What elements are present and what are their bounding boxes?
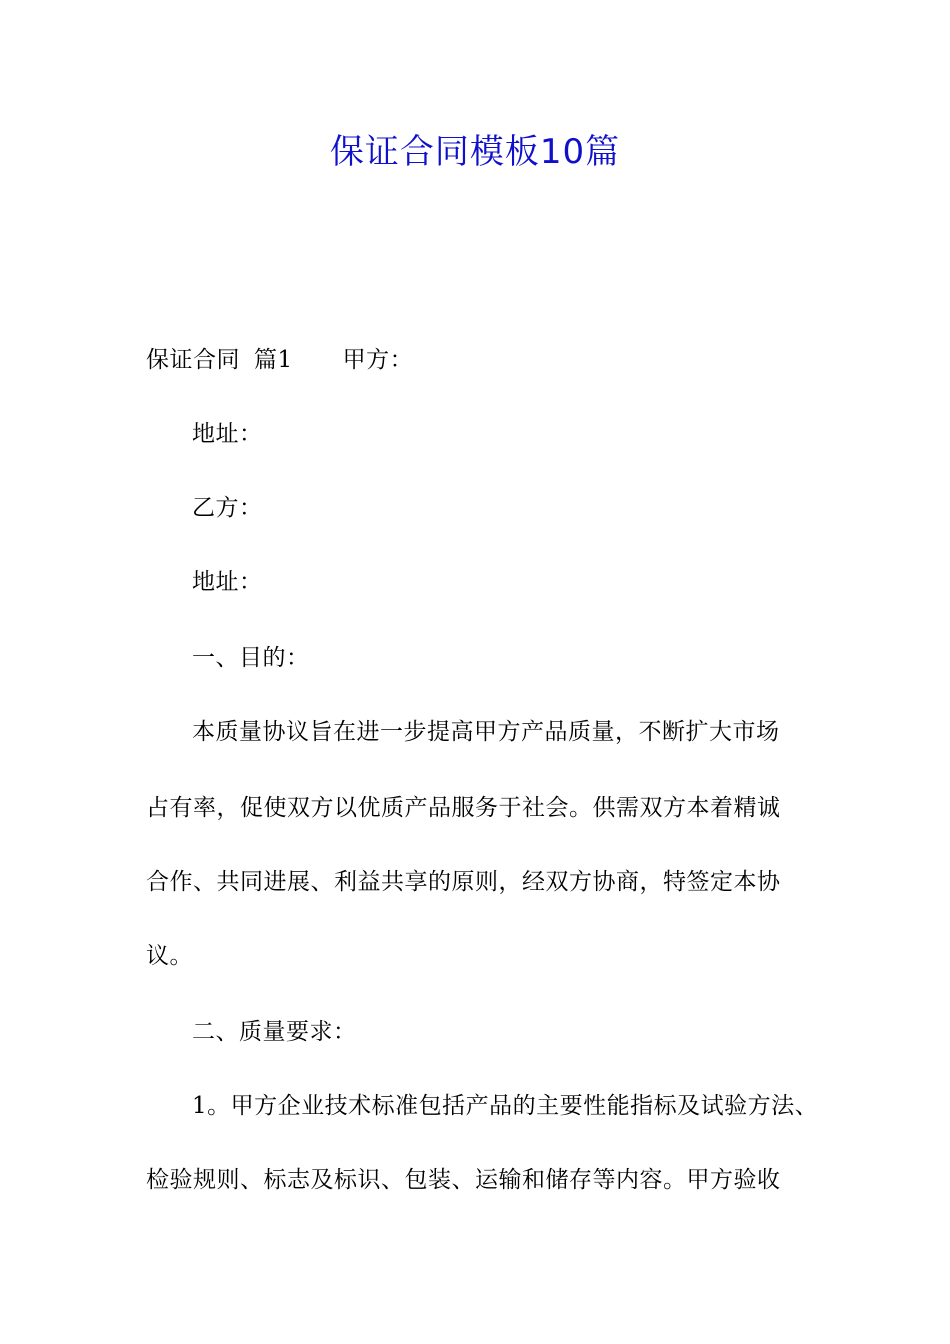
contract-heading: 保证合同 bbox=[146, 347, 240, 373]
party-b-address-label: 地址： bbox=[192, 569, 263, 595]
party-a-label: 甲方： bbox=[342, 347, 414, 373]
paragraph-line: 占有率，促使双方以优质产品服务于社会。供需双方本着精诚 bbox=[146, 795, 781, 821]
section-purpose-heading: 一、目的： bbox=[192, 645, 310, 671]
party-b-label: 乙方： bbox=[192, 495, 263, 521]
first-line bbox=[146, 344, 413, 376]
section-quality-heading: 二、质量要求： bbox=[192, 1019, 357, 1045]
paragraph-line: 检验规则、标志及标识、包装、运输和储存等内容。甲方验收 bbox=[146, 1167, 781, 1193]
paragraph-line: 本质量协议旨在进一步提高甲方产品质量，不断扩大市场 bbox=[192, 719, 780, 745]
section-number: 篇1 bbox=[254, 347, 293, 373]
party-a-address-label: 地址： bbox=[192, 421, 263, 447]
document-title: 保证合同模板10篇 bbox=[329, 132, 621, 172]
paragraph-line: 议。 bbox=[146, 943, 193, 969]
paragraph-line: 1。甲方企业技术标准包括产品的主要性能指标及试验方法、 bbox=[192, 1093, 819, 1119]
paragraph-line: 合作、共同进展、利益共享的原则，经双方协商，特签定本协 bbox=[146, 869, 781, 895]
